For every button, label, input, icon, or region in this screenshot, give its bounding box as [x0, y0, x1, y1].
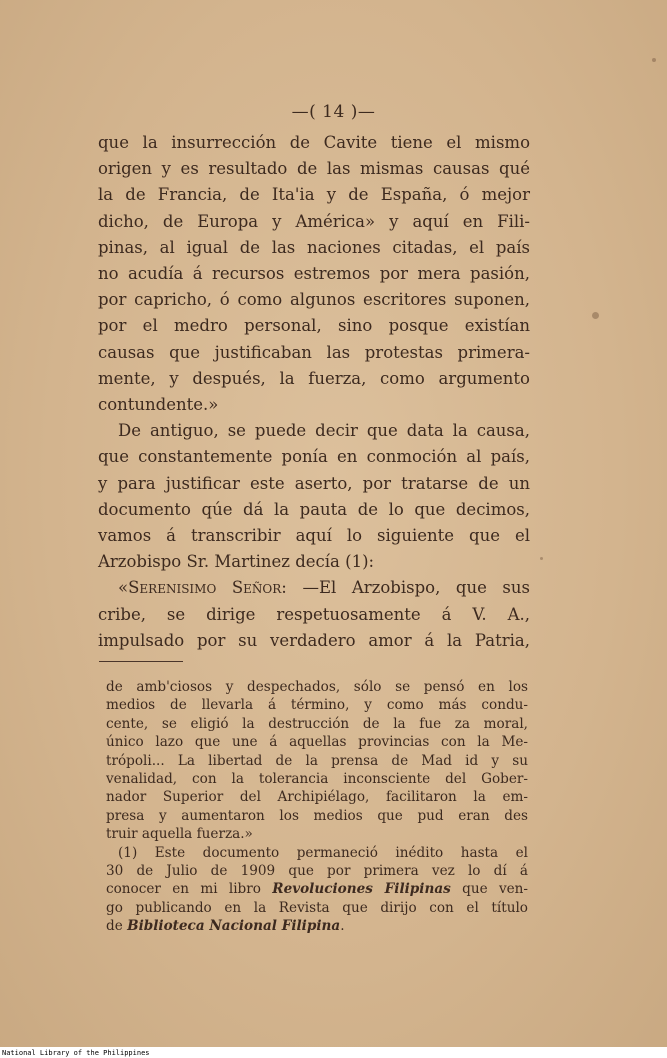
text-line: pinas, al igual de las naciones citadas, el país [98, 237, 530, 257]
footnote-line: único lazo que une á aquellas provincias con la Me- [106, 734, 528, 751]
paper-speck [592, 312, 599, 319]
text-line: impulsado por su verdadero amor á la Patria, [98, 630, 530, 650]
salutation-line [98, 575, 530, 601]
journal-title: Biblioteca Nacional Filipina [127, 918, 341, 935]
footnote-text: que ven- [450, 881, 529, 898]
page-number: —( 14 )— [291, 102, 376, 122]
scan-credit: National Library of the Philippines [2, 1049, 150, 1057]
text-line: no acudía á recursos estremos por mera pasión, [98, 264, 530, 284]
text-line: por capricho, ó como algunos escritores suponen, [98, 290, 530, 310]
text-line: que constantemente ponía en conmoción al país, [98, 447, 530, 467]
footnote-line: de amb'ciosos y despechados, sólo se pensó en los [106, 679, 528, 695]
text-line: mente, y después, la fuerza, como argumento [98, 368, 530, 388]
footnotes [106, 678, 528, 936]
footnote-1-line: (1) Este documento permaneció inédito hasta el [118, 844, 528, 861]
text-line: y para justificar este aserto, por tratarse de un [98, 473, 530, 493]
salutation-rest: —El Arzobispo, que sus [286, 578, 530, 598]
text-line: cribe, se dirige respetuosamente á V. A., [98, 604, 530, 624]
text-line: De antiguo, se puede decir que data la causa, [118, 421, 530, 441]
footnote-1-line: 30 de Julio de 1909 que por primera vez lo dí á [106, 863, 528, 880]
book-title: Revoluciones Filipinas [272, 881, 451, 898]
footnote-line: medios de llevarla á término, y como más condu- [106, 697, 528, 714]
footnote-line: trópoli... La libertad de la prensa de Mad id y su [106, 752, 528, 769]
text-line: la de Francia, de Ita'ia y de España, ó mejor [98, 185, 530, 205]
footnote-text: . [340, 918, 345, 935]
footnote-1-line: go publicando en la Revista que dirijo con el título [106, 899, 528, 916]
text-line: vamos á transcribir aquí lo siguiente que el [98, 526, 530, 546]
footnote-line: presa y aumentaron los medios que pud eran des [106, 807, 528, 824]
salutation-smallcaps: «Serenisimo Señor: [118, 578, 287, 598]
text-line: que la insurrección de Cavite tiene el mismo [98, 133, 530, 152]
paper-speck [652, 58, 656, 62]
footnote-line: venalidad, con la tolerancia inconsciente del Gober- [106, 771, 528, 788]
footnote-separator [99, 661, 183, 662]
text-line: contundente.» [98, 395, 219, 415]
text-line: causas que justificaban las protestas primera- [98, 342, 530, 362]
text-line: por el medro personal, sino posque existían [98, 316, 530, 336]
footnote-line: nador Superior del Archipiélago, facilitaron la em- [106, 789, 528, 806]
footnote-text: conocer en mi libro [106, 881, 273, 898]
text-line: origen y es resultado de las mismas causas qué [98, 159, 530, 179]
main-text [98, 130, 530, 654]
text-line: dicho, de Europa y América» y aquí en Fili- [98, 211, 530, 231]
footnote-line: cente, se eligió la destrucción de la fue za moral, [106, 715, 528, 732]
footnote-line: truir aquella fuerza.» [106, 826, 253, 843]
footnote-1-line [106, 880, 528, 898]
paper-speck [540, 557, 543, 560]
footnote-1-line [106, 917, 528, 935]
text-line: Arzobispo Sr. Martinez decía (1): [98, 552, 375, 572]
footnote-text: de [106, 918, 128, 935]
text-line: documento qúe dá la pauta de lo que decimos, [98, 499, 530, 519]
